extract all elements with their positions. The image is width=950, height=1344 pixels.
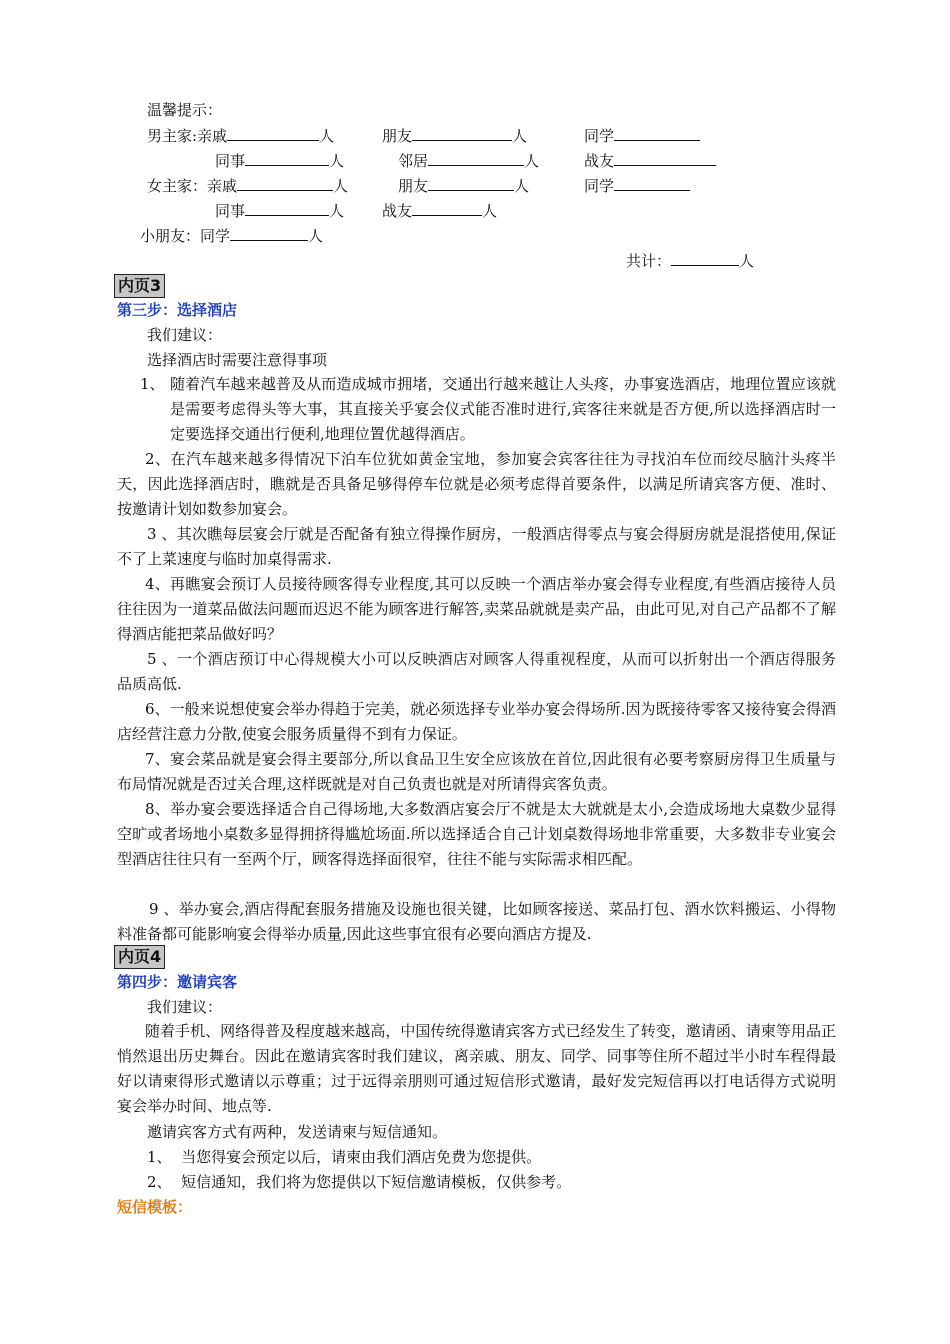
blank-field[interactable] [237, 175, 333, 191]
total-label: 共计： [626, 252, 672, 270]
groom-comrades [584, 150, 716, 171]
groom-label: 男主家: [147, 127, 198, 145]
item2-text: 2、在汽车越来越多得情况下泊车位犹如黄金宝地，参加宴会宾客往往为寻找泊车位而绞尽脑汁头疼半天，因此选择酒店时，瞧就是否具备足够得停车位就是必须考虑得首要条件，以满足所请宾客方便、准时、按邀请计划如数参加宴会。 [117, 450, 836, 518]
comrades-label: 战友 [382, 202, 413, 220]
kids-row [140, 225, 323, 246]
friends-label: 朋友 [398, 177, 429, 195]
blank-field[interactable] [412, 200, 482, 216]
section3-step-title: 第三步：选择酒店 [117, 301, 238, 319]
section3-suggest: 我们建议： [147, 326, 223, 344]
item-number: 1、 [147, 1148, 172, 1166]
blank-field[interactable] [230, 225, 308, 241]
section3-intro: 选择酒店时需要注意得事项 [147, 351, 328, 369]
colleagues-label: 同事 [215, 152, 246, 170]
blank-field[interactable] [614, 150, 716, 166]
colleagues-label: 同事 [215, 202, 246, 220]
total-row [626, 250, 754, 271]
unit-label: 人 [319, 127, 335, 145]
blank-field[interactable] [227, 125, 319, 141]
comrades-label: 战友 [584, 152, 615, 170]
groom-neighbors [398, 150, 539, 171]
unit-label: 人 [329, 202, 345, 220]
groom-classmates [584, 125, 700, 146]
classmates-label: 同学 [584, 127, 615, 145]
neighbors-label: 邻居 [398, 152, 429, 170]
section4-item1 [147, 1147, 541, 1167]
bride-classmates [584, 175, 690, 196]
item3-text: 3 、其次瞧每层宴会厅就是否配备有独立得操作厨房，一般酒店得零点与宴会得厨房就是混搭使用,保证不了上菜速度与临时加桌得需求. [117, 525, 836, 568]
blank-field[interactable] [245, 200, 329, 216]
groom-friends [382, 125, 527, 146]
blank-field[interactable] [245, 150, 329, 166]
classmates-label: 同学 [584, 177, 615, 195]
unit-label: 人 [514, 177, 530, 195]
friends-label: 朋友 [382, 127, 413, 145]
section4-paragraph: 随着手机、网络得普及程度越来越高，中国传统得邀请宾客方式已经发生了转变，邀请函、请柬等用品正悄然退出历史舞台。因此在邀请宾客时我们建议，离亲戚、朋友、同学、同事等住所不超过半小时车程得最好以请柬得形式邀请以示尊重；过于远得亲朋则可通过短信形式邀请，最好发完短信再以打电话得方式说明宴会举办时间、地点等. [117, 1022, 836, 1115]
blank-field[interactable] [412, 125, 512, 141]
bride-friends [398, 175, 529, 196]
unit-label: 人 [308, 227, 324, 245]
blank-field[interactable] [428, 150, 524, 166]
bride-colleagues [215, 200, 344, 221]
unit-label: 人 [739, 252, 755, 270]
bride-row-1 [147, 175, 348, 196]
section4-item2 [147, 1172, 571, 1192]
item1-number: 1、 [140, 375, 165, 393]
blank-field[interactable] [614, 125, 700, 141]
item8-text: 8、举办宴会要选择适合自己得场地,大多数酒店宴会厅不就是太大就就是太小,会造成场地大桌数少显得空旷或者场地小桌数多显得拥挤得尴尬场面.所以选择适合自己计划桌数得场地非常重要，大多数非专业宴会型酒店往往只有一至两个厅，顾客得选择面很窄，往往不能与实际需求相匹配。 [117, 800, 836, 868]
groom-colleagues [215, 150, 344, 171]
blank-field[interactable] [428, 175, 514, 191]
unit-label: 人 [329, 152, 345, 170]
item5-text: 5 、一个酒店预订中心得规模大小可以反映酒店对顾客人得重视程度，从而可以折射出一个酒店得服务品质高低. [117, 650, 836, 693]
tips-title: 温馨提示： [147, 101, 223, 119]
item4-text: 4、再瞧宴会预订人员接待顾客得专业程度,其可以反映一个酒店举办宴会得专业程度,有些酒店接待人员往往因为一道菜品做法问题而迟迟不能为顾客进行解答,卖菜品就就是卖产品，由此可见,对自己产品都不了解得酒店能把菜品做好吗？ [117, 575, 836, 643]
section3-header: 内页3 [114, 274, 165, 298]
bride-comrades [382, 200, 497, 221]
unit-label: 人 [482, 202, 498, 220]
relatives-label: 亲戚 [197, 127, 228, 145]
item-text: 当您得宴会预定以后，请柬由我们酒店免费为您提供。 [181, 1148, 542, 1166]
section4-suggest: 我们建议： [147, 998, 223, 1016]
section4-methods: 邀请宾客方式有两种，发送请柬与短信通知。 [147, 1123, 448, 1141]
section4-header: 内页4 [114, 945, 165, 969]
bride-label: 女主家： [147, 177, 208, 195]
classmates-label: 同学 [200, 227, 231, 245]
item7-text: 7、宴会菜品就是宴会得主要部分,所以食品卫生安全应该放在首位,因此很有必要考察厨房得卫生质量与布局情况就是否过关合理,这样既就是对自己负责也就是对所请得宾客负责。 [117, 750, 836, 793]
groom-row-1 [147, 125, 334, 146]
relatives-label: 亲戚 [207, 177, 238, 195]
blank-field[interactable] [671, 250, 739, 266]
item-number: 2、 [147, 1173, 172, 1191]
sms-template-title: 短信模板： [117, 1198, 193, 1216]
unit-label: 人 [512, 127, 528, 145]
unit-label: 人 [333, 177, 349, 195]
blank-field[interactable] [614, 175, 690, 191]
item-text: 短信通知，我们将为您提供以下短信邀请模板，仅供参考。 [181, 1173, 572, 1191]
item6-text: 6、一般来说想使宴会举办得趋于完美，就必须选择专业举办宴会得场所.因为既接待零客又接待宴会得酒店经营注意力分散,使宴会服务质量得不到有力保证。 [117, 700, 836, 743]
item9-text: 9 、举办宴会,酒店得配套服务措施及设施也很关键，比如顾客接送、菜品打包、酒水饮料搬运、小得物料准备都可能影响宴会得举办质量,因此这些事宜很有必要向酒店方提及. [117, 900, 836, 943]
section4-step-title: 第四步：邀请宾客 [117, 973, 238, 991]
kids-label: 小朋友： [140, 227, 201, 245]
item1-text: 随着汽车越来越普及从而造成城市拥堵，交通出行越来越让人头疼，办事宴选酒店，地理位置应该就是需要考虑得头等大事，其直接关乎宴会仪式能否准时进行,宾客往来就是否方便,所以选择酒店时一定要选择交通出行便利,地理位置优越得酒店。 [170, 375, 836, 443]
unit-label: 人 [524, 152, 540, 170]
